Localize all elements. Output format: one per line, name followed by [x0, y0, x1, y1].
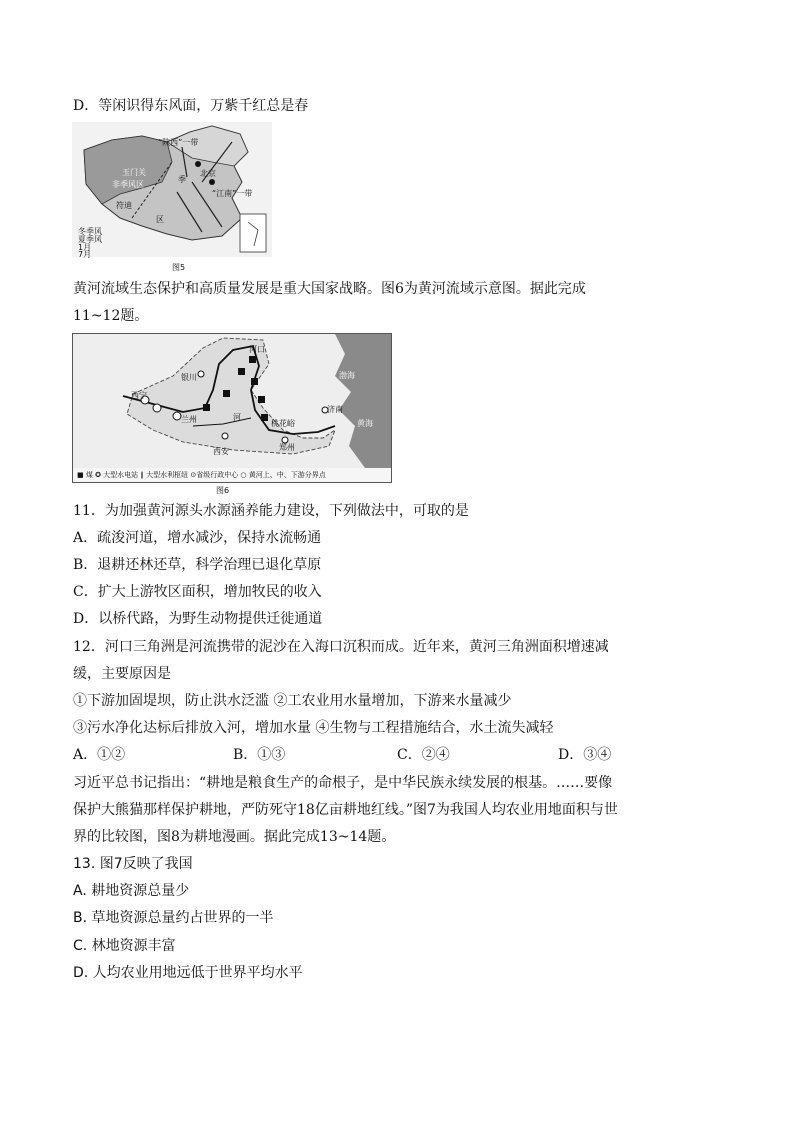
- label-hekou: 河口: [249, 345, 265, 354]
- question-11: 11．为加强黄河源头水源涵养能力建设，下列做法中，可取的是: [73, 503, 469, 519]
- label-xian: 西安: [213, 447, 229, 456]
- q11-option-a: A．疏浚河道，增水减沙，保持水流畅通: [73, 530, 322, 546]
- q13-option-c: C. 林地资源丰富: [73, 938, 176, 954]
- label-ji: 季: [178, 175, 186, 184]
- intro-11-12-line1: 黄河流域生态保护和高质量发展是重大国家战略。图6为黄河流域示意图。据此完成: [73, 281, 586, 297]
- label-yumenguan: 玉门关: [122, 168, 146, 177]
- label-monsoon-free: 非季风区: [112, 180, 144, 189]
- q11-option-d: D．以桥代路，为野生动物提供迁徙通道: [73, 611, 323, 627]
- figure-6-legend: ■ 煤 ✪ 大型水电站 ∥ 大型水利枢纽 ⊙省级行政中心 ○ 黄河上、中、下游分界点: [77, 471, 326, 479]
- label-yinchuan: 银川: [181, 373, 197, 382]
- label-xining: 西宁: [131, 391, 147, 400]
- q13-option-b: B. 草地资源总量约占世界的一半: [73, 910, 274, 926]
- q12-statements-1: ①下游加固堤坝，防止洪水泛滥 ②工农业用水量增加，下游来水量减少: [73, 693, 512, 709]
- label-he: 河: [233, 413, 241, 422]
- figure-5-caption: 图5: [172, 263, 186, 272]
- figure-6-map: [72, 333, 392, 483]
- label-fudi: 符迪: [116, 201, 132, 210]
- label-qu: 区: [156, 215, 164, 224]
- figure-6-caption: 图6: [216, 486, 230, 495]
- q12-option-b: B．①③: [233, 747, 286, 763]
- q10-option-d: D．等闲识得东风面，万紫千红总是春: [73, 98, 309, 114]
- legend-summer-monsoon: 夏季风: [78, 235, 102, 244]
- q12-option-a: A．①②: [73, 747, 126, 763]
- question-12-line2: 缓，主要原因是: [73, 666, 171, 682]
- figure-5-map: [72, 122, 272, 257]
- q13-option-d: D. 人均农业用地远低于世界平均水平: [73, 965, 303, 981]
- label-jinan: 济南: [327, 405, 343, 414]
- label-taohuayu: 桃花峪: [271, 419, 295, 428]
- legend-jan: 1月: [78, 243, 92, 252]
- q12-option-c: C．②④: [397, 747, 450, 763]
- intro-11-12-line2: 11~12题。: [73, 308, 149, 324]
- legend-jul: 7月: [78, 250, 92, 259]
- label-huanghai: 黄海: [357, 419, 373, 428]
- intro-13-14-line3: 界的比较图，图8为耕地漫画。据此完成13~14题。: [73, 829, 396, 845]
- q11-option-b: B．退耕还林还草，科学治理已退化草原: [73, 557, 322, 573]
- yellow-river-map: [73, 334, 391, 468]
- label-beijing: 北京: [200, 169, 216, 178]
- q11-option-c: C．扩大上游牧区面积，增加牧民的收入: [73, 584, 322, 600]
- label-zhengzhou: 郑州: [279, 443, 295, 452]
- q12-statements-2: ③污水净化达标后排放入河，增加水量 ④生物与工程措施结合，水土流失减轻: [73, 720, 554, 736]
- intro-13-14-line2: 保护大熊猫那样保护耕地，严防死守18亿亩耕地红线。”图7为我国人均农业用地面积与世: [73, 802, 618, 818]
- legend-winter-monsoon: 冬季风: [78, 227, 102, 236]
- intro-13-14-line1: 习近平总书记指出：“耕地是粮食生产的命根子，是中华民族永续发展的根基。……要像: [73, 775, 613, 791]
- question-13: 13. 图7反映了我国: [73, 856, 193, 872]
- label-bohai: 渤海: [339, 371, 355, 380]
- question-12-line1: 12．河口三角洲是河流携带的泥沙在入海口沉积而成。近年来，黄河三角洲面积增速减: [73, 639, 609, 655]
- label-shaanxi: “陕西”一带: [158, 138, 199, 147]
- q13-option-a: A. 耕地资源总量少: [73, 883, 190, 899]
- label-jiangnan: “江南”一带: [212, 189, 253, 198]
- label-lanzhou: 兰州: [181, 415, 197, 424]
- q12-option-d: D．③④: [558, 747, 612, 763]
